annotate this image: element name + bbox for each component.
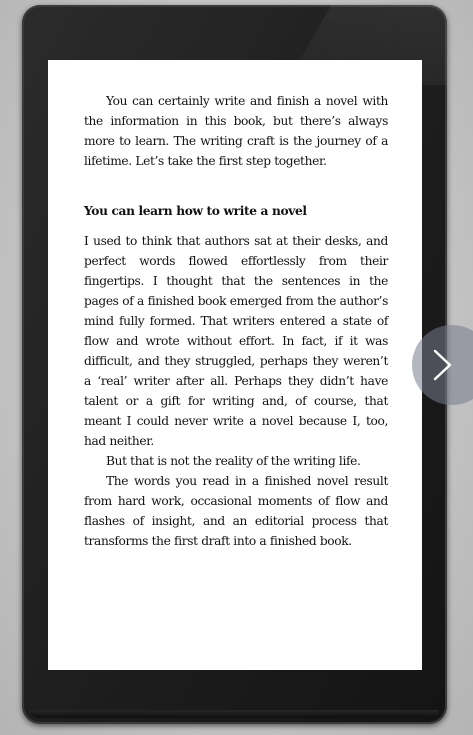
reader-screen[interactable] bbox=[48, 60, 422, 670]
ereader-device bbox=[22, 5, 447, 724]
page-text bbox=[84, 91, 388, 551]
chevron-right-icon bbox=[430, 349, 454, 381]
device-bottom-edge bbox=[30, 710, 439, 718]
paragraph-words: The words you read in a finished novel result from hard work, occasional moments of flow and flashes of insight, and an editorial process that transforms the first draft into a finished book. bbox=[84, 474, 388, 548]
paragraph-body: I used to think that authors sat at their desks, and perfect words flowed effortlessly from their fingertips. I thought that the sentences in the pages of a finished book emerged from the author’s mind fully formed. That writers entered a state of flow and wrote without effort. In fact, if it was difficult, and they struggled, perhaps they weren’t a ‘real’ writer after all. Perhaps they didn’t have talent or a gift for writing and, of course, that meant I could never write a novel because I, too, had neither. bbox=[84, 234, 388, 448]
paragraph-reality: But that is not the reality of the writing life. bbox=[106, 454, 361, 468]
paragraph-intro: You can certainly write and finish a novel with the information in this book, but there’s always more to learn. The writing craft is the journey of a lifetime. Let’s take the first step together. bbox=[84, 94, 388, 168]
section-heading: You can learn how to write a novel bbox=[84, 204, 307, 218]
